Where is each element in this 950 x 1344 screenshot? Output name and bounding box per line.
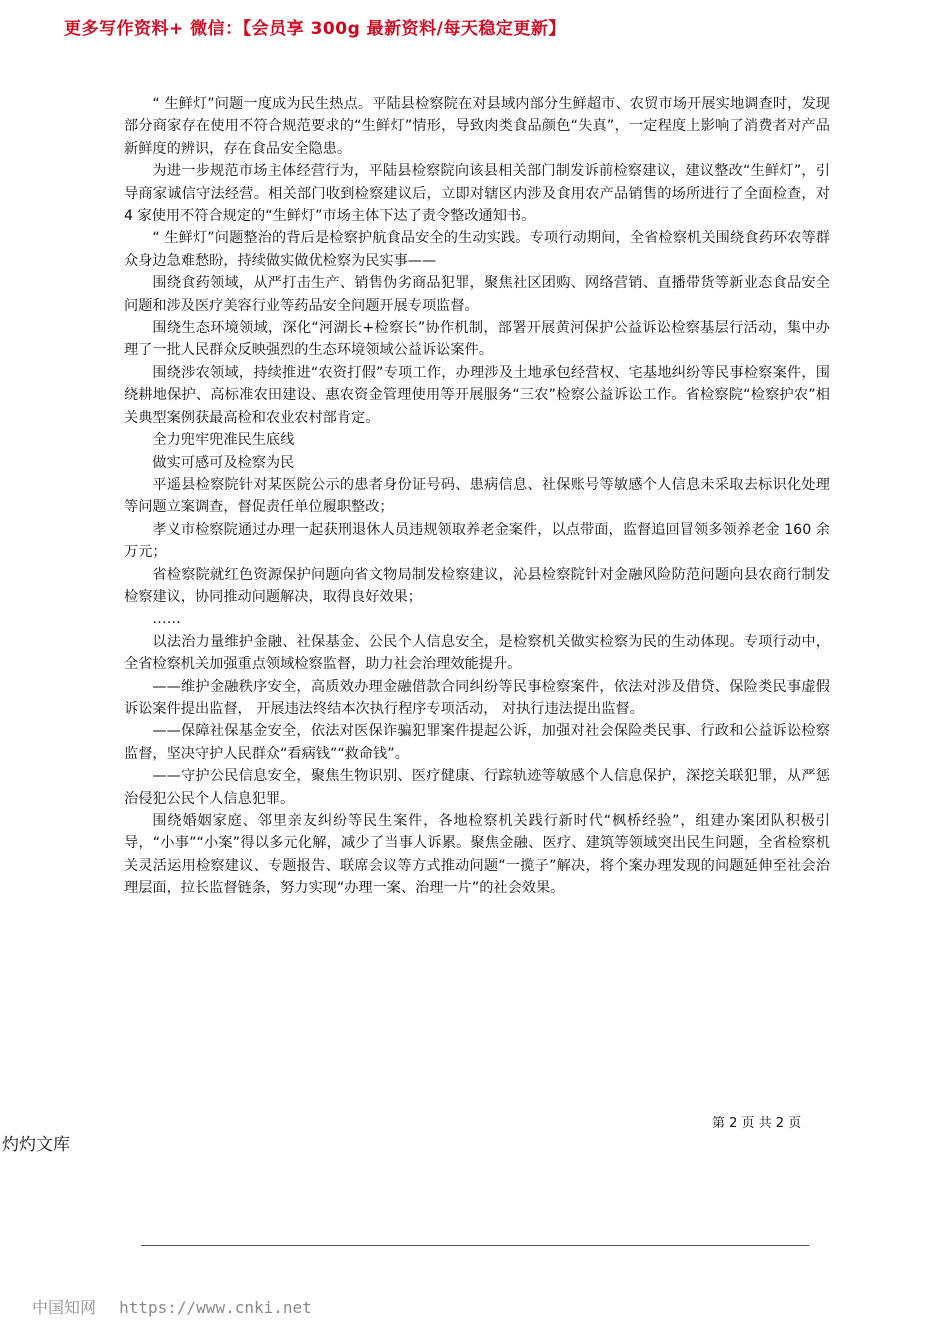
paragraph: 为进一步规范市场主体经营行为，平陆县检察院向该县相关部门制发诉前检察建议，建议整改“生鲜灯”，引导商家诚信守法经营。相关部门收到检察建议后，立即对辖区内涉及食用农产品销售的场所进行了全面检查，对 4 家使用不符合规定的“生鲜灯”市场主体下达了责令整改通知书。 — [124, 163, 830, 225]
paragraph: ——维护金融秩序安全，高质效办理金融借款合同纠纷等民事检察案件，依法对涉及借贷、保险类民事虚假诉讼案件提出监督， 开展违法终结本次执行程序专项活动， 对执行违法提出监督。 — [124, 678, 830, 717]
footer-divider — [141, 1245, 809, 1246]
paragraph: 围绕涉农领域，持续推进“农资打假”专项工作，办理涉及土地承包经营权、宅基地纠纷等民事检察案件，围绕耕地保护、高标准农田建设、惠农资金管理使用等开展服务“三农”检察公益诉讼工作。省检察院“检察护农”相关典型案例获最高检和农业农村部肯定。 — [124, 364, 830, 426]
paragraph: 围绕食药领域，从严打击生产、销售伪劣商品犯罪，聚焦社区团购、网络营销、直播带货等新业态食品安全问题和涉及医疗美容行业等药品安全问题开展专项监督。 — [124, 275, 830, 314]
source-url[interactable]: https://www.cnki.net — [119, 1298, 312, 1317]
paragraph: 围绕婚姻家庭、邻里亲友纠纷等民生案件，各地检察机关践行新时代“枫桥经验”，组建办案团队积极引导，“小事”“小案”得以多元化解，减少了当事人诉累。聚焦金融、医疗、建筑等领域突出民生问题，全省检察机关灵活运用检察建议、专题报告、联席会议等方式推动问题“一揽子”解决，将个案办理发现的问题延伸至社会治理层面，拉长监督链条，努力实现“办理一案、治理一片”的社会效果。 — [124, 813, 830, 897]
paragraph: “ 生鲜灯”问题整治的背后是检察护航食品安全的生动实践。专项行动期间，全省检察机关围绕食药环农等群众身边急难愁盼，持续做实做优检察为民实事—— — [124, 230, 830, 269]
paragraph: 围绕生态环境领域，深化“河湖长+检察长”协作机制，部署开展黄河保护公益诉讼检察基层行活动，集中办理了一批人民群众反映强烈的生态环境领域公益诉讼案件。 — [124, 320, 830, 359]
paragraph: 平遥县检察院针对某医院公示的患者身份证号码、患病信息、社保账号等敏感个人信息未采取去标识化处理等问题立案调查，督促责任单位履职整改； — [124, 476, 830, 516]
paragraph: ——保障社保基金安全，依法对医保诈骗犯罪案件提起公诉，加强对社会保险类民事、行政和公益诉讼检察监督，坚决守护人民群众“看病钱”“救命钱”。 — [124, 723, 830, 762]
paragraph: 省检察院就红色资源保护问题向省文物局制发检察建议，沁县检察院针对金融风险防范问题向县农商行制发检察建议，协同推动问题解决，取得良好效果； — [124, 566, 830, 605]
section-heading: 全力兜牢兜准民生底线 — [152, 432, 295, 449]
section-heading: 做实可感可及检察为民 — [152, 454, 295, 471]
library-brand: 灼灼文库 — [2, 1135, 70, 1155]
paragraph: ——守护公民信息安全，聚焦生物识别、医疗健康、行踪轨迹等敏感个人信息保护，深挖关联犯罪，从严惩治侵犯公民个人信息犯罪。 — [124, 768, 830, 807]
source-name: 中国知网 — [32, 1298, 97, 1317]
source-watermark — [32, 1295, 312, 1318]
page-number: 第 2 页 共 2 页 — [712, 1116, 802, 1131]
paragraph: 以法治力量维护金融、社保基金、公民个人信息安全，是检察机关做实检察为民的生动体现。专项行动中，全省检察机关加强重点领域检察监督，助力社会治理效能提升。 — [124, 633, 830, 673]
article-body — [124, 93, 830, 900]
ellipsis-line: …… — [152, 611, 181, 628]
promo-banner: 更多写作资料+ 微信：【会员享 300g 最新资料/每天稳定更新】 — [64, 19, 566, 39]
paragraph: “ 生鲜灯”问题一度成为民生热点。平陆县检察院在对县域内部分生鲜超市、农贸市场开展实地调查时，发现部分商家存在使用不符合规范要求的“生鲜灯”情形，导致肉类食品颜色“失真”，一定程度上影响了消费者对产品新鲜度的辨识，存在食品安全隐患。 — [124, 96, 830, 157]
paragraph: 孝义市检察院通过办理一起获刑退休人员违规领取养老金案件，以点带面，监督追回冒领多领养老金 160 余万元； — [124, 521, 830, 561]
